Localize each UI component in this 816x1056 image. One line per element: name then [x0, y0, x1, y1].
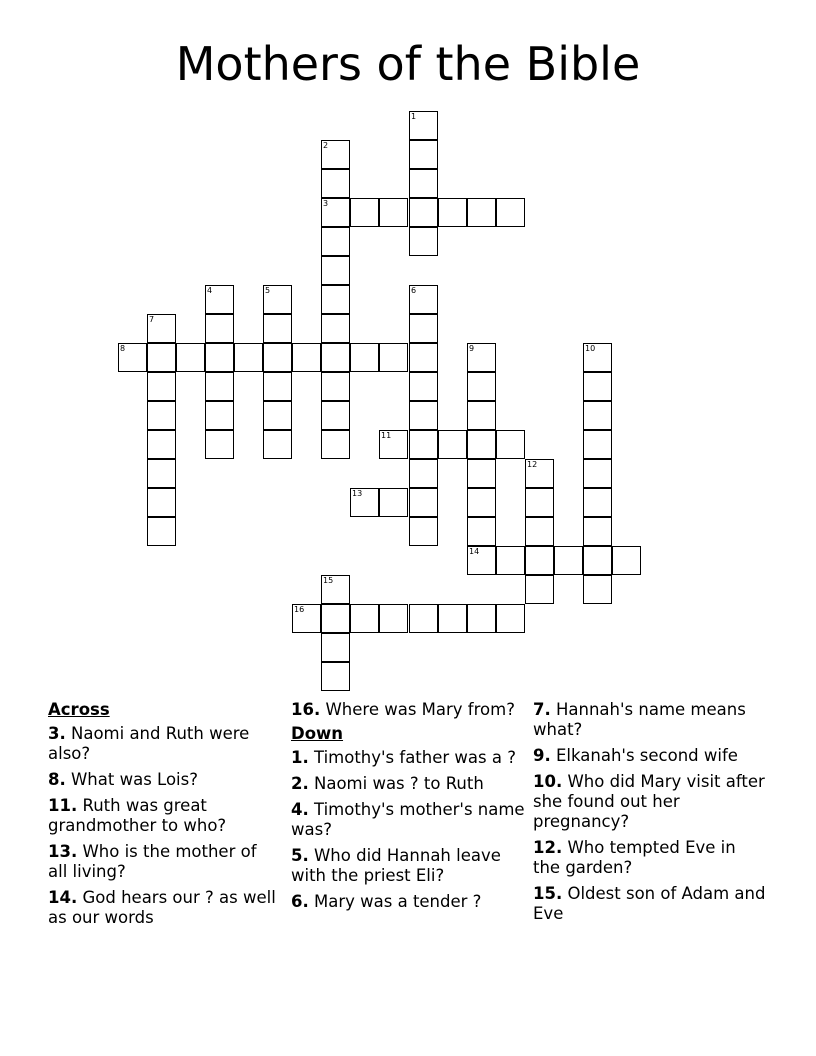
- clue-number: 5.: [291, 846, 309, 865]
- grid-cell[interactable]: [263, 430, 292, 459]
- grid-cell[interactable]: [263, 314, 292, 343]
- cell-number: 1: [411, 112, 417, 121]
- grid-cell[interactable]: [321, 285, 350, 314]
- grid-cell[interactable]: [350, 604, 379, 633]
- grid-cell[interactable]: [379, 430, 408, 459]
- cell-number: 13: [352, 489, 363, 498]
- down-clue-list: [291, 748, 526, 912]
- grid-cell[interactable]: [379, 488, 408, 517]
- grid-cell[interactable]: [409, 343, 438, 372]
- grid-cell[interactable]: [583, 517, 612, 546]
- grid-cell[interactable]: [583, 459, 612, 488]
- grid-cell[interactable]: [147, 372, 176, 401]
- clue-text: Naomi and Ruth were also?: [48, 724, 250, 763]
- grid-cell[interactable]: [467, 198, 496, 227]
- grid-cell[interactable]: [205, 372, 234, 401]
- clue-number: 13.: [48, 842, 78, 861]
- grid-cell[interactable]: [321, 662, 350, 691]
- grid-cell[interactable]: [147, 343, 176, 372]
- grid-cell[interactable]: [438, 604, 467, 633]
- across-clue-list: [48, 724, 278, 928]
- clue-text: God hears our ? as well as our words: [48, 888, 276, 927]
- clue-item: [533, 884, 768, 924]
- clue-item: [291, 892, 526, 912]
- clue-item: [533, 746, 768, 766]
- grid-cell[interactable]: [263, 343, 292, 372]
- cell-number: 5: [265, 286, 271, 295]
- clue-number: 11.: [48, 796, 78, 815]
- grid-cell[interactable]: [583, 401, 612, 430]
- grid-cell[interactable]: [467, 430, 496, 459]
- clue-text: Where was Mary from?: [320, 700, 515, 719]
- grid-cell[interactable]: [612, 546, 641, 575]
- cell-number: 6: [411, 286, 417, 295]
- clue-column-3: [533, 700, 768, 930]
- clue-number: 6.: [291, 892, 309, 911]
- grid-cell[interactable]: [379, 343, 408, 372]
- clue-item: [291, 700, 526, 720]
- grid-cell[interactable]: [321, 343, 350, 372]
- grid-cell[interactable]: [321, 372, 350, 401]
- clue-number: 9.: [533, 746, 551, 765]
- clue-text: Who did Mary visit after she found out her pregnancy?: [533, 772, 765, 831]
- puzzle-title: Mothers of the Bible: [175, 37, 641, 91]
- grid-cell[interactable]: [321, 401, 350, 430]
- clue-text: Timothy's father was a ?: [308, 748, 516, 767]
- grid-cell[interactable]: [350, 198, 379, 227]
- grid-cell[interactable]: [205, 314, 234, 343]
- grid-cell[interactable]: [467, 488, 496, 517]
- clue-number: 4.: [291, 800, 309, 819]
- grid-cell[interactable]: [583, 488, 612, 517]
- grid-cell[interactable]: [321, 140, 350, 169]
- clue-item: [291, 800, 526, 840]
- clue-item: [291, 846, 526, 886]
- clue-text: Elkanah's second wife: [550, 746, 738, 765]
- grid-cell[interactable]: [525, 517, 554, 546]
- clue-number: 7.: [533, 700, 551, 719]
- grid-cell[interactable]: [525, 488, 554, 517]
- grid-cell[interactable]: [438, 430, 467, 459]
- clue-item: [48, 796, 278, 836]
- clue-text: Timothy's mother's name was?: [291, 800, 525, 839]
- clue-item: [533, 772, 768, 832]
- cell-number: 4: [207, 286, 213, 295]
- grid-cell[interactable]: [409, 372, 438, 401]
- grid-cell[interactable]: [409, 488, 438, 517]
- grid-cell[interactable]: [409, 430, 438, 459]
- cell-number: 11: [381, 431, 392, 440]
- grid-cell[interactable]: [292, 343, 321, 372]
- clue-text: Hannah's name means what?: [533, 700, 746, 739]
- clue-item: [48, 724, 278, 764]
- across-header: Across: [48, 700, 110, 719]
- grid-cell[interactable]: [176, 343, 205, 372]
- grid-cell[interactable]: [147, 488, 176, 517]
- across-clue-list-continued: [291, 700, 526, 720]
- clue-text: Oldest son of Adam and Eve: [533, 884, 766, 923]
- grid-cell[interactable]: [409, 140, 438, 169]
- grid-cell[interactable]: [263, 401, 292, 430]
- clue-text: Who tempted Eve in the garden?: [533, 838, 736, 877]
- grid-cell[interactable]: [118, 343, 147, 372]
- grid-cell[interactable]: [321, 169, 350, 198]
- grid-cell[interactable]: [379, 198, 408, 227]
- grid-cell[interactable]: [409, 285, 438, 314]
- grid-cell[interactable]: [554, 546, 583, 575]
- grid-cell[interactable]: [467, 401, 496, 430]
- clue-number: 15.: [533, 884, 563, 903]
- grid-cell[interactable]: [496, 604, 525, 633]
- cell-number: 2: [323, 141, 329, 150]
- grid-cell[interactable]: [205, 401, 234, 430]
- grid-cell[interactable]: [583, 372, 612, 401]
- clue-number: 10.: [533, 772, 563, 791]
- grid-cell[interactable]: [409, 198, 438, 227]
- cell-number: 16: [294, 605, 305, 614]
- clue-text: Naomi was ? to Ruth: [308, 774, 484, 793]
- cell-number: 7: [149, 315, 155, 324]
- grid-cell[interactable]: [467, 343, 496, 372]
- clue-number: 3.: [48, 724, 66, 743]
- grid-cell[interactable]: [496, 430, 525, 459]
- grid-cell[interactable]: [583, 575, 612, 604]
- clue-item: [48, 770, 278, 790]
- grid-cell[interactable]: [496, 546, 525, 575]
- grid-cell[interactable]: [205, 343, 234, 372]
- grid-cell[interactable]: [292, 604, 321, 633]
- grid-cell[interactable]: [409, 459, 438, 488]
- clue-text: Ruth was great grandmother to who?: [48, 796, 227, 835]
- grid-cell[interactable]: [525, 546, 554, 575]
- clue-text: Mary was a tender ?: [308, 892, 482, 911]
- clue-text: Who is the mother of all living?: [48, 842, 257, 881]
- grid-cell[interactable]: [525, 575, 554, 604]
- grid-cell[interactable]: [350, 488, 379, 517]
- clue-column-1: [48, 700, 278, 934]
- grid-cell[interactable]: [321, 430, 350, 459]
- clue-text: Who did Hannah leave with the priest Eli?: [291, 846, 501, 885]
- cell-number: 12: [527, 460, 538, 469]
- clue-item: [291, 748, 526, 768]
- grid-cell[interactable]: [321, 575, 350, 604]
- grid-cell[interactable]: [409, 604, 438, 633]
- cell-number: 10: [585, 344, 596, 353]
- grid-cell[interactable]: [350, 343, 379, 372]
- down-clue-list-continued: [533, 700, 768, 924]
- grid-cell[interactable]: [147, 401, 176, 430]
- grid-cell[interactable]: [438, 198, 467, 227]
- grid-cell[interactable]: [379, 604, 408, 633]
- cell-number: 8: [120, 344, 126, 353]
- grid-cell[interactable]: [147, 430, 176, 459]
- clue-item: [291, 774, 526, 794]
- clue-column-2: [291, 700, 526, 918]
- clue-number: 8.: [48, 770, 66, 789]
- grid-cell[interactable]: [321, 227, 350, 256]
- cell-number: 15: [323, 576, 334, 585]
- grid-cell[interactable]: [147, 517, 176, 546]
- cell-number: 3: [323, 199, 329, 208]
- grid-cell[interactable]: [409, 227, 438, 256]
- grid-cell[interactable]: [205, 430, 234, 459]
- grid-cell[interactable]: [583, 546, 612, 575]
- grid-cell[interactable]: [467, 546, 496, 575]
- grid-cell[interactable]: [147, 314, 176, 343]
- grid-cell[interactable]: [321, 604, 350, 633]
- grid-cell[interactable]: [147, 459, 176, 488]
- grid-cell[interactable]: [583, 343, 612, 372]
- clue-item: [533, 838, 768, 878]
- clue-number: 14.: [48, 888, 78, 907]
- grid-cell[interactable]: [321, 633, 350, 662]
- grid-cell[interactable]: [409, 401, 438, 430]
- grid-cell[interactable]: [467, 604, 496, 633]
- grid-cell[interactable]: [525, 459, 554, 488]
- grid-cell[interactable]: [409, 517, 438, 546]
- grid-cell[interactable]: [263, 372, 292, 401]
- grid-cell[interactable]: [409, 111, 438, 140]
- clue-item: [48, 842, 278, 882]
- grid-cell[interactable]: [321, 314, 350, 343]
- clue-item: [533, 700, 768, 740]
- down-header: Down: [291, 724, 344, 743]
- grid-cell[interactable]: [467, 459, 496, 488]
- grid-cell[interactable]: [409, 169, 438, 198]
- grid-cell[interactable]: [409, 314, 438, 343]
- grid-cell[interactable]: [496, 198, 525, 227]
- cell-number: 9: [469, 344, 475, 353]
- grid-cell[interactable]: [467, 517, 496, 546]
- grid-cell[interactable]: [467, 372, 496, 401]
- clue-text: What was Lois?: [65, 770, 198, 789]
- grid-cell[interactable]: [205, 285, 234, 314]
- grid-cell[interactable]: [234, 343, 263, 372]
- grid-cell[interactable]: [321, 198, 350, 227]
- clue-item: [48, 888, 278, 928]
- cell-number: 14: [469, 547, 480, 556]
- clue-number: 2.: [291, 774, 309, 793]
- grid-cell[interactable]: [263, 285, 292, 314]
- clue-number: 16.: [291, 700, 321, 719]
- grid-cell[interactable]: [583, 430, 612, 459]
- grid-cell[interactable]: [321, 256, 350, 285]
- clue-number: 1.: [291, 748, 309, 767]
- clue-number: 12.: [533, 838, 563, 857]
